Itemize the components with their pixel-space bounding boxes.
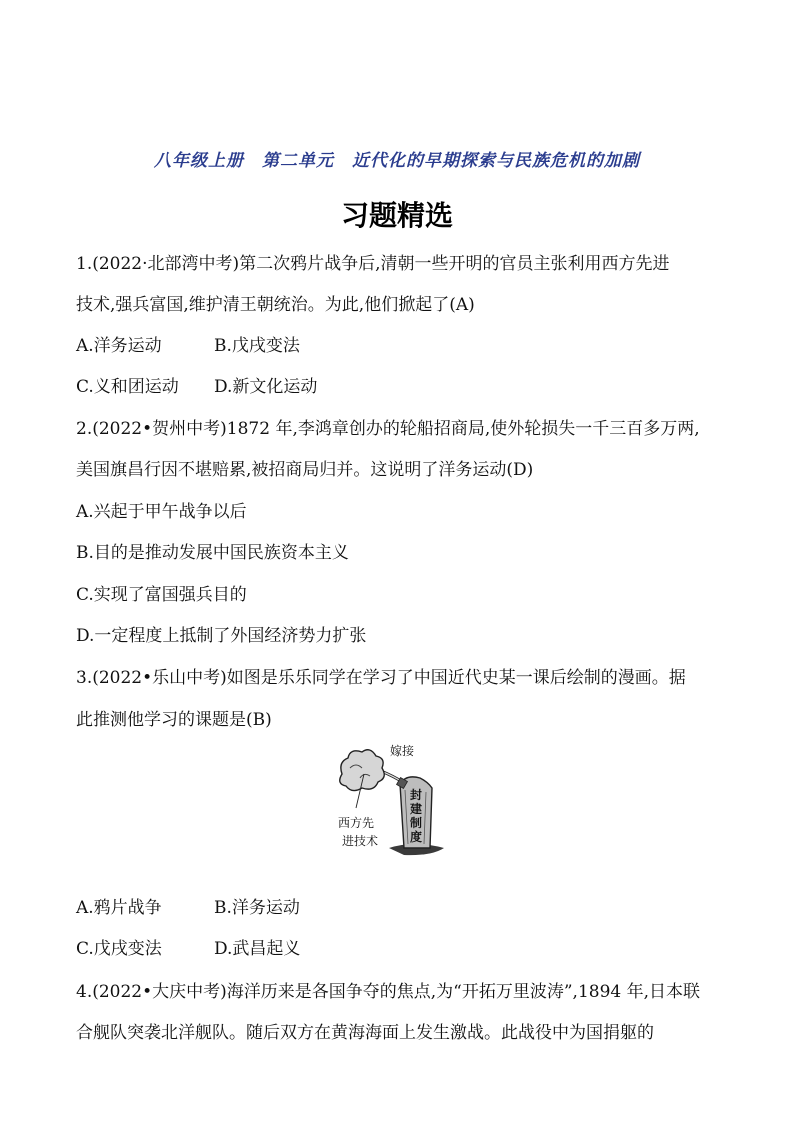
question-1-line-1: 1.(2022·北部湾中考)第二次鸦片战争后,清朝一些开明的官员主张利用西方先进 (76, 254, 670, 274)
question-3-option-b: B.洋务运动 (214, 898, 300, 918)
question-3-option-a: A.鸦片战争 (76, 898, 162, 918)
question-1-option-d: D.新文化运动 (214, 377, 318, 397)
question-3-option-c: C.戊戌变法 (76, 939, 162, 959)
unit-header: 八年级上册 第二单元 近代化的早期探索与民族危机的加剧 (154, 151, 640, 171)
label-graft: 嫁接 (390, 744, 415, 758)
cartoon-figure (334, 744, 454, 864)
question-1-line-2: 技术,强兵富国,维护清王朝统治。为此,他们掀起了(A) (76, 295, 475, 315)
label-western-tech-1: 西方先 (338, 816, 375, 830)
trunk-char-2: 建 (410, 802, 423, 816)
question-1-option-b: B.戊戌变法 (214, 336, 300, 356)
question-1-option-a: A.洋务运动 (76, 336, 162, 356)
question-4-line-1: 4.(2022•大庆中考)海洋历来是各国争夺的焦点,为“开拓万里波涛”,1894 年,日本联 (76, 982, 701, 1002)
trunk-char-3: 制 (410, 816, 423, 830)
label-western-tech-2: 进技术 (342, 834, 379, 848)
question-2-line-1: 2.(2022•贺州中考)1872 年,李鸿章创办的轮船招商局,使外轮损失一千三百多万两, (76, 419, 700, 439)
question-2-option-d: D.一定程度上抵制了外国经济势力扩张 (76, 626, 367, 646)
page-title: 习题精选 (340, 199, 453, 232)
question-3-line-1: 3.(2022•乐山中考)如图是乐乐同学在学习了中国近代史某一课后绘制的漫画。据 (76, 668, 686, 688)
question-3-line-2: 此推测他学习的课题是(B) (76, 710, 272, 730)
question-3-option-d: D.武昌起义 (214, 939, 301, 959)
trunk-char-1: 封 (410, 788, 423, 802)
question-2-line-2: 美国旗昌行因不堪赔累,被招商局归并。这说明了洋务运动(D) (76, 460, 534, 480)
question-2-option-b: B.目的是推动发展中国民族资本主义 (76, 543, 349, 563)
question-1-option-c: C.义和团运动 (76, 377, 179, 397)
question-4-line-2: 合舰队突袭北洋舰队。随后双方在黄海海面上发生激战。此战役中为国捐躯的 (76, 1023, 654, 1043)
question-2-option-c: C.实现了富国强兵目的 (76, 585, 247, 605)
trunk-char-4: 度 (410, 830, 423, 844)
question-2-option-a: A.兴起于甲午战争以后 (76, 502, 247, 522)
